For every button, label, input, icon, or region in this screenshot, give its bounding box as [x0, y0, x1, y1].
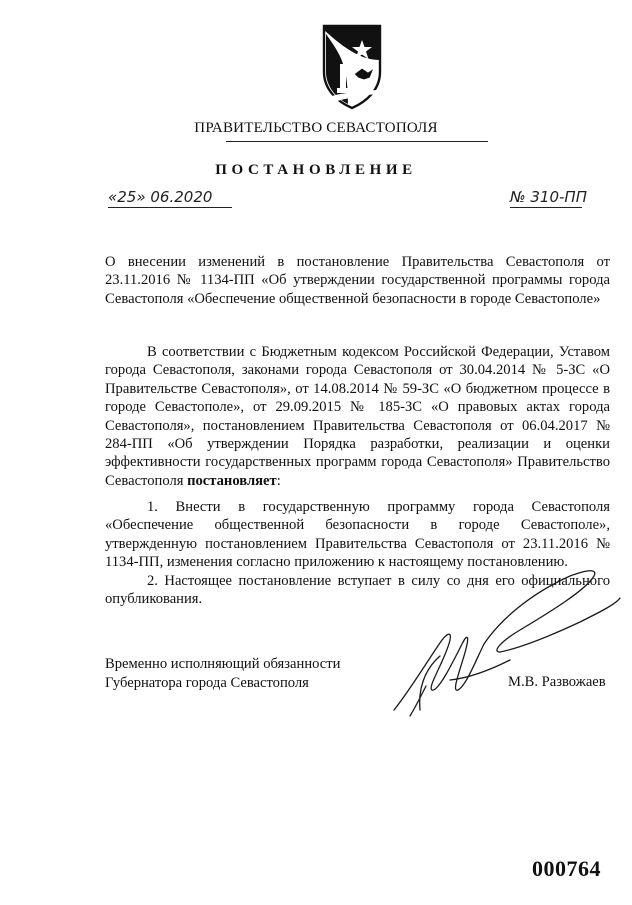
date-underline [108, 207, 232, 208]
sevastopol-coat-of-arms-icon [318, 20, 386, 110]
decree-colon: : [276, 472, 281, 489]
position-line-1: Временно исполняющий обязанности [105, 656, 341, 672]
handwritten-signature [380, 560, 630, 730]
decree-item-2: 2. Настоящее постановление вступает в силу со дня его официального опубликования. [105, 573, 610, 608]
signatory-position [105, 655, 340, 693]
position-line-2: Губернатора города Севастополя [105, 675, 309, 691]
document-serial-number: 000764 [532, 856, 601, 881]
number-underline [510, 207, 582, 208]
document-number: № 310-ПП [510, 188, 587, 206]
decree-word: постановляет [187, 472, 277, 489]
government-title: ПРАВИТЕЛЬСТВО СЕВАСТОПОЛЯ [194, 120, 438, 136]
preamble-text: В соответствии с Бюджетным кодексом Российской Федерации, Уставом города Севастополя, законами города Севастополя от 30.04.2014 № 5-ЗС «О Правительстве Севастополя», от 14.08.2014 № 59-ЗС «О бюджетном процессе в городе Севастополе», от 29.09.2015 № 185-ЗС «О правовых актах города Севастополя», постановлением Правительства Севастополя от 06.04.2017 № 284-ПП «Об утверждении Порядка разработки, реализации и оценки эффективности государственных программ города Севастополя» Правительство Севастополя [105, 344, 610, 489]
document-date: «25» 06.2020 [108, 188, 213, 206]
document-subject: О внесении изменений в постановление Правительства Севастополя от 23.11.2016 № 1134-ПП «Об утверждении государственной программы города Севастополя «Обеспечение общественной безопасности в городе Севастополе» [105, 254, 610, 307]
document-type-heading: ПОСТАНОВЛЕНИЕ [215, 162, 417, 178]
signatory-name: М.В. Развожаев [508, 674, 606, 690]
preamble-paragraph [105, 343, 610, 490]
decree-item-1: 1. Внести в государственную программу города Севастополя «Обеспечение общественной безопасности в городе Севастополе», утвержденную постановлением Правительства Севастополя от 23.11.2016 № 1134-ПП, изменения согласно приложению к настоящему постановлению. [105, 499, 610, 571]
title-underline [226, 141, 488, 142]
